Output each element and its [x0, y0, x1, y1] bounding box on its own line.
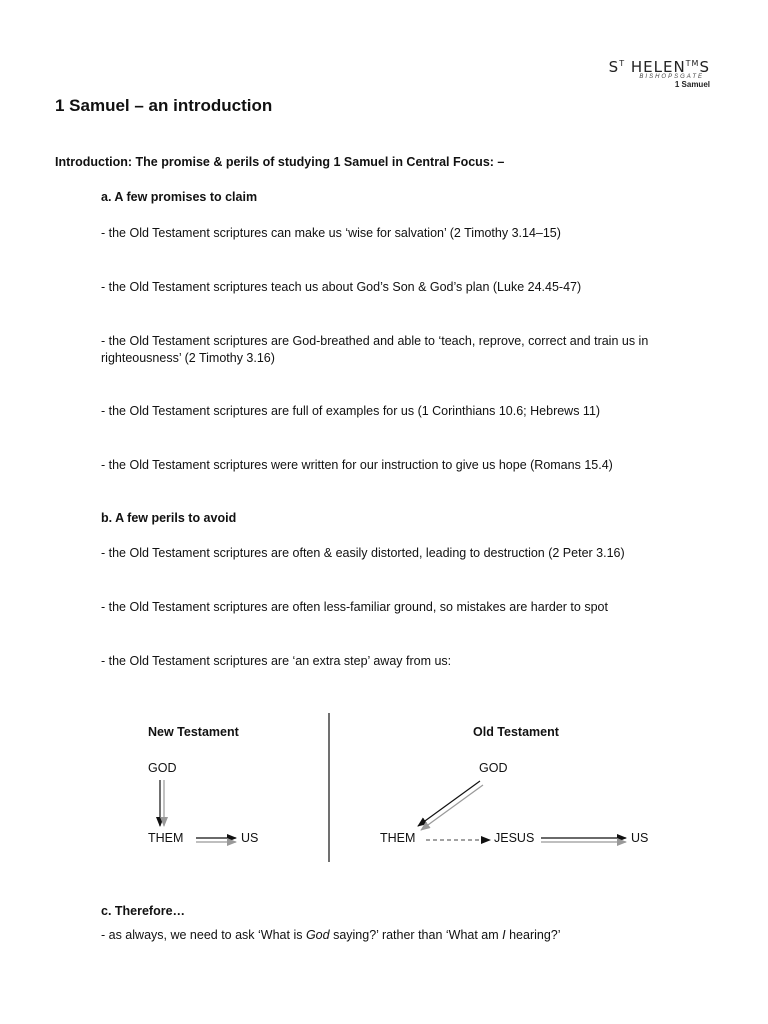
ot-god-them-arrow-black [418, 781, 480, 826]
nt-god-label: GOD [148, 761, 177, 775]
logo-name: $S^T$ HELEN™S [608, 58, 710, 76]
ot-them-label: THEM [380, 831, 416, 845]
page-title: 1 Samuel – an introduction [55, 96, 273, 115]
logo-location: BISHOPSGATE [639, 74, 704, 80]
section-a-item-5: - the Old Testament scriptures were written for our instruction to give us hope (Romans 15.4) [101, 458, 613, 472]
section-a-heading: a. A few promises to claim [101, 190, 258, 204]
nt-heading: New Testament [148, 725, 239, 739]
ot-jesus-label: JESUS [494, 831, 535, 845]
section-b-item-2: - the Old Testament scriptures are often less-familiar ground, so mistakes are harder to spot [101, 600, 608, 614]
section-c-item: - as always, we need to ask ‘What is God saying?’ rather than ‘What am I hearing?’ [101, 928, 561, 942]
section-a-item-4: - the Old Testament scriptures are full of examples for us (1 Corinthians 10.6; Hebrews 11) [101, 404, 601, 418]
section-a-item-3: - the Old Testament scriptures are God-breathed and able to ‘teach, reprove, correct and train us in righteousness’ (2 Timothy 3.16) [101, 334, 649, 365]
ot-heading: Old Testament [473, 725, 559, 739]
ot-us-label: US [631, 831, 649, 845]
section-b-item-1: - the Old Testament scriptures are often & easily distorted, leading to destruction (2 Peter 3.16) [101, 546, 625, 560]
ot-god-them-arrow-gray [421, 785, 483, 830]
section-b-item-3: - the Old Testament scriptures are ‘an extra step’ away from us: [101, 654, 452, 668]
nt-them-label: THEM [148, 831, 184, 845]
page-label: 1 Samuel [674, 80, 710, 89]
section-b-heading: b. A few perils to avoid [101, 511, 237, 525]
nt-us-label: US [241, 831, 259, 845]
section-a-item-2: - the Old Testament scriptures teach us about God’s Son & God’s plan (Luke 24.45-47) [101, 280, 582, 294]
ot-god-label: GOD [479, 761, 508, 775]
section-c-heading: c. Therefore… [101, 904, 186, 918]
intro-heading: Introduction: The promise & perils of studying 1 Samuel in Central Focus: – [55, 155, 505, 169]
section-a-item-1: - the Old Testament scriptures can make us ‘wise for salvation’ (2 Timothy 3.14–15) [101, 226, 561, 240]
